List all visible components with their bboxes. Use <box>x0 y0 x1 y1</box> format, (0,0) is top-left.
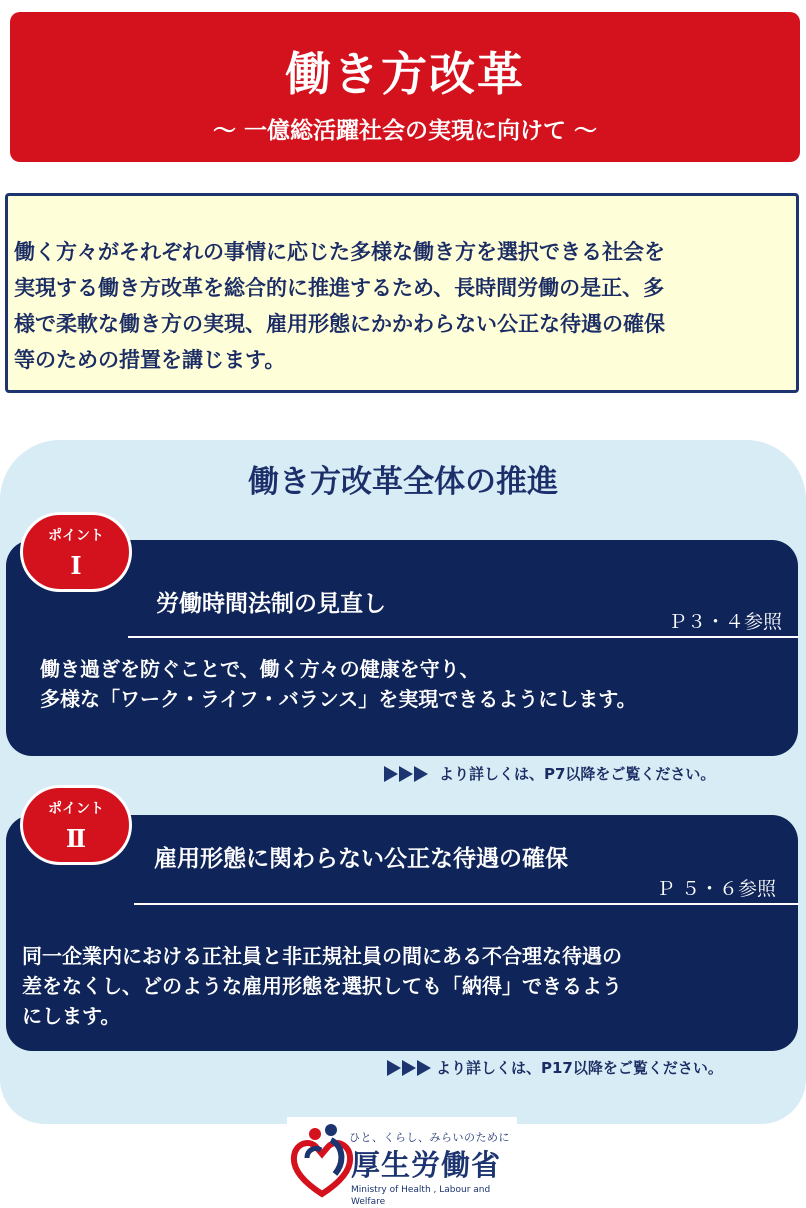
point-badge-1 <box>20 512 132 592</box>
mhlw-logo-mark-icon <box>287 1120 357 1198</box>
more-info-text: より詳しくは、P17以降をご覧ください。 <box>436 1059 723 1077</box>
section-title: 働き方改革全体の推進 <box>248 464 558 500</box>
intro-box <box>5 193 799 393</box>
more-info-text: より詳しくは、P7以降をご覧ください。 <box>439 765 716 783</box>
intro-line: 働く方々がそれぞれの事情に応じた多様な働き方を選択できる社会を <box>14 240 665 264</box>
point-body <box>22 941 622 1031</box>
intro-line: 実現する働き方改革を総合的に推進するため、長時間労働の是正、多 <box>14 276 665 300</box>
badge-numeral: Ⅰ <box>70 551 82 580</box>
body-line: 多様な「ワーク・ライフ・バランス」を実現できるようにします。 <box>40 687 637 711</box>
intro-line: 等のための措置を講じます。 <box>14 348 286 372</box>
logo-name: 厚生労働省 <box>351 1148 502 1182</box>
page-subtitle: ～ 一億総活躍社会の実現に向けて ～ <box>212 118 597 144</box>
body-line: にします。 <box>22 1004 121 1028</box>
badge-numeral: Ⅱ <box>65 824 87 853</box>
point-heading: 労働時間法制の見直し <box>156 591 386 617</box>
body-line: 働き過ぎを防ぐことで、働く方々の健康を守り、 <box>40 657 480 681</box>
triple-arrow-icon <box>387 1060 432 1076</box>
title-banner <box>10 12 800 162</box>
badge-label: ポイント <box>48 528 104 544</box>
page-reference: Ｐ３・４参照 <box>668 611 783 633</box>
body-line: 差をなくし、どのような雇用形態を選択しても「納得」できるよう <box>22 974 622 998</box>
point-heading: 雇用形態に関わらない公正な待遇の確保 <box>154 846 568 872</box>
more-info-link-2[interactable] <box>387 1058 723 1078</box>
point-badge-2 <box>20 785 132 865</box>
intro-line: 様で柔軟な働き方の実現、雇用形態にかかわらない公正な待遇の確保 <box>14 312 665 336</box>
logo-english: Ministry of Health , Labour and Welfare <box>351 1185 491 1207</box>
heading-rule <box>134 903 798 905</box>
body-line: 同一企業内における正社員と非正規社員の間にある不合理な待遇の <box>22 944 622 968</box>
triple-arrow-icon <box>384 766 429 782</box>
page-reference: Ｐ ５・６参照 <box>656 878 777 900</box>
logo-tagline: ひと、くらし、みらいのために <box>349 1131 510 1144</box>
more-info-link-1[interactable] <box>384 764 715 784</box>
mhlw-logo <box>287 1117 517 1207</box>
page-title: 働き方改革 <box>285 47 525 101</box>
badge-label: ポイント <box>48 801 104 817</box>
point-body <box>40 654 637 714</box>
heading-rule <box>128 636 798 638</box>
